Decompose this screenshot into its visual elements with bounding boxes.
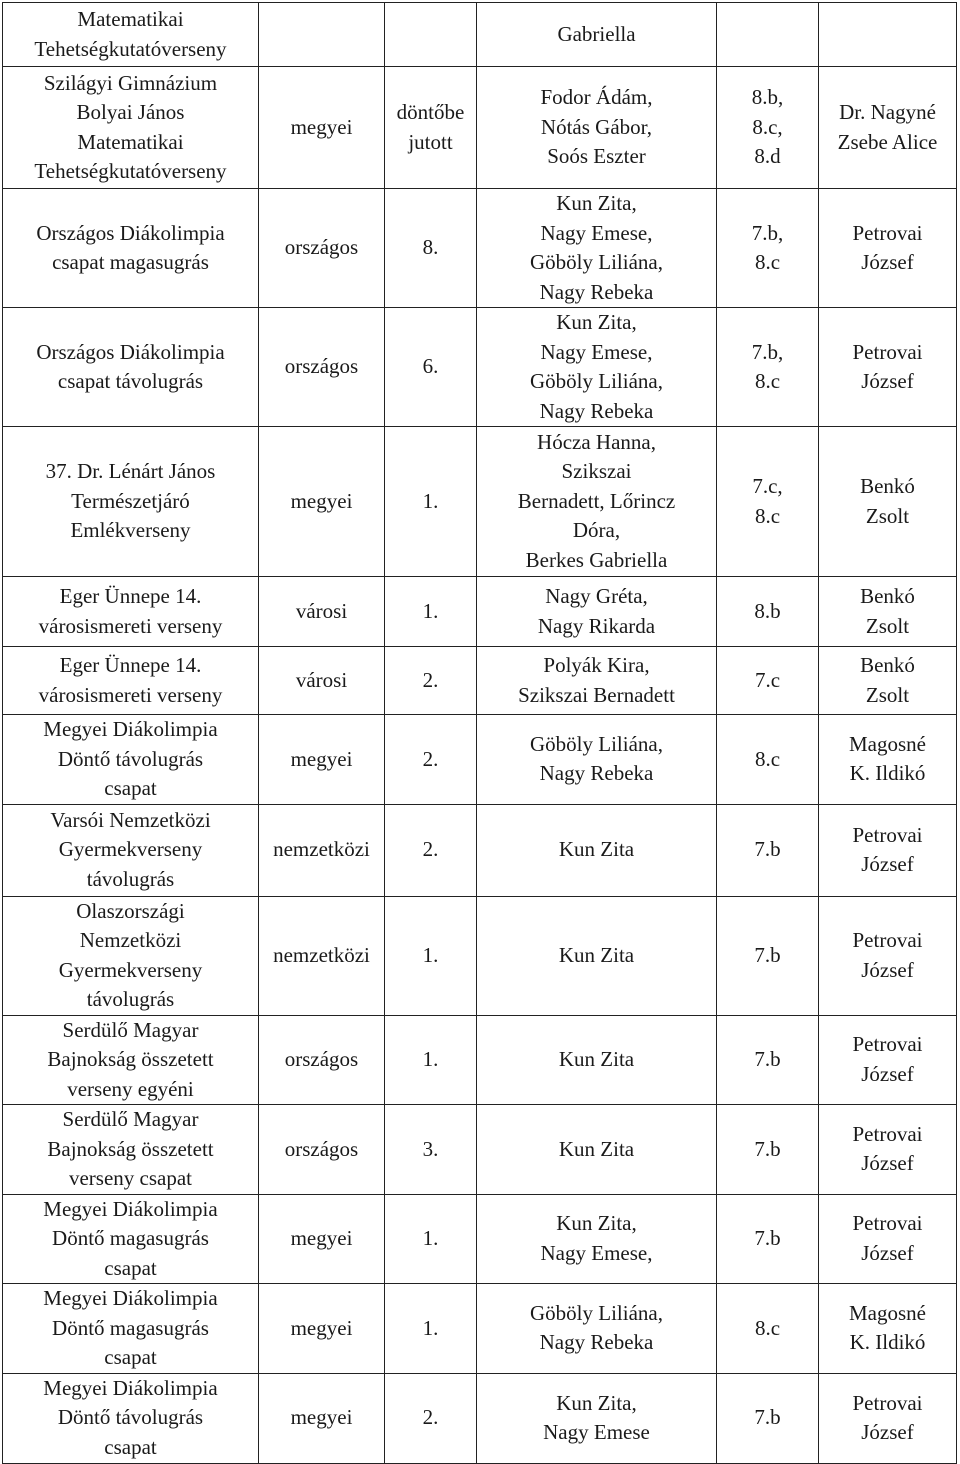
competition-cell: Matematikai Tehetségkutatóverseny — [3, 3, 259, 67]
place-cell: 8. — [385, 189, 477, 308]
table-row — [3, 3, 957, 67]
teacher-cell: Petrovai József — [819, 189, 957, 308]
level-cell: megyei — [259, 67, 385, 189]
students-cell: Gabriella — [477, 3, 717, 67]
place-cell: 1. — [385, 1194, 477, 1284]
competition-cell: Megyei Diákolimpia Döntő magasugrás csapat — [3, 1284, 259, 1374]
students-cell: Kun Zita — [477, 1105, 717, 1195]
results-table-body — [3, 3, 957, 1464]
class-cell: 8.b, 8.c, 8.d — [717, 67, 819, 189]
students-cell: Polyák Kira, Szikszai Bernadett — [477, 647, 717, 715]
competition-cell: Serdülő Magyar Bajnokság összetett verseny csapat — [3, 1105, 259, 1195]
place-cell: 6. — [385, 308, 477, 427]
students-cell: Kun Zita — [477, 804, 717, 896]
table-row — [3, 804, 957, 896]
place-cell: 1. — [385, 896, 477, 1015]
table-row — [3, 1105, 957, 1195]
class-cell: 7.c — [717, 647, 819, 715]
place-cell: 2. — [385, 715, 477, 805]
level-cell: nemzetközi — [259, 896, 385, 1015]
teacher-cell: Benkó Zsolt — [819, 427, 957, 577]
competition-cell: Országos Diákolimpia csapat távolugrás — [3, 308, 259, 427]
students-cell: Göböly Liliána, Nagy Rebeka — [477, 1284, 717, 1374]
place-cell: 2. — [385, 647, 477, 715]
table-row — [3, 1373, 957, 1463]
class-cell: 8.c — [717, 715, 819, 805]
teacher-cell: Petrovai József — [819, 1373, 957, 1463]
place-cell: 2. — [385, 804, 477, 896]
class-cell: 7.b — [717, 804, 819, 896]
students-cell: Hócza Hanna, Szikszai Bernadett, Lőrincz Dóra, Berkes Gabriella — [477, 427, 717, 577]
place-cell: 3. — [385, 1105, 477, 1195]
place-cell — [385, 3, 477, 67]
table-row — [3, 308, 957, 427]
teacher-cell: Petrovai József — [819, 1194, 957, 1284]
level-cell: megyei — [259, 427, 385, 577]
place-cell: 1. — [385, 1284, 477, 1374]
teacher-cell: Magosné K. Ildikó — [819, 715, 957, 805]
table-row — [3, 1015, 957, 1105]
table-row — [3, 647, 957, 715]
competition-cell: Országos Diákolimpia csapat magasugrás — [3, 189, 259, 308]
class-cell: 7.b — [717, 1015, 819, 1105]
level-cell: megyei — [259, 1194, 385, 1284]
teacher-cell: Petrovai József — [819, 804, 957, 896]
students-cell: Kun Zita, Nagy Emese, Göböly Liliána, Nagy Rebeka — [477, 308, 717, 427]
class-cell: 7.c, 8.c — [717, 427, 819, 577]
teacher-cell: Benkó Zsolt — [819, 647, 957, 715]
level-cell: országos — [259, 189, 385, 308]
students-cell: Kun Zita, Nagy Emese, Göböly Liliána, Nagy Rebeka — [477, 189, 717, 308]
table-row — [3, 67, 957, 189]
class-cell: 7.b — [717, 896, 819, 1015]
place-cell: 1. — [385, 1015, 477, 1105]
class-cell: 7.b, 8.c — [717, 308, 819, 427]
table-row — [3, 427, 957, 577]
table-row — [3, 189, 957, 308]
table-row — [3, 577, 957, 647]
level-cell: országos — [259, 1015, 385, 1105]
teacher-cell: Petrovai József — [819, 308, 957, 427]
competition-cell: Serdülő Magyar Bajnokság összetett verseny egyéni — [3, 1015, 259, 1105]
level-cell — [259, 3, 385, 67]
level-cell: megyei — [259, 1373, 385, 1463]
competition-cell: Megyei Diákolimpia Döntő távolugrás csapat — [3, 715, 259, 805]
class-cell — [717, 3, 819, 67]
students-cell: Kun Zita — [477, 1015, 717, 1105]
level-cell: városi — [259, 647, 385, 715]
level-cell: országos — [259, 308, 385, 427]
level-cell: városi — [259, 577, 385, 647]
teacher-cell: Petrovai József — [819, 896, 957, 1015]
competition-cell: Varsói Nemzetközi Gyermekverseny távolugrás — [3, 804, 259, 896]
students-cell: Kun Zita, Nagy Emese, — [477, 1194, 717, 1284]
class-cell: 8.b — [717, 577, 819, 647]
table-row — [3, 1194, 957, 1284]
level-cell: megyei — [259, 1284, 385, 1374]
table-row — [3, 1284, 957, 1374]
teacher-cell: Magosné K. Ildikó — [819, 1284, 957, 1374]
competition-cell: Eger Ünnepe 14. városismereti verseny — [3, 647, 259, 715]
competition-cell: Szilágyi Gimnázium Bolyai János Matematikai Tehetségkutatóverseny — [3, 67, 259, 189]
place-cell: 1. — [385, 577, 477, 647]
competition-cell: Eger Ünnepe 14. városismereti verseny — [3, 577, 259, 647]
competition-cell: Olaszországi Nemzetközi Gyermekverseny távolugrás — [3, 896, 259, 1015]
class-cell: 7.b, 8.c — [717, 189, 819, 308]
results-table — [2, 2, 957, 1464]
level-cell: nemzetközi — [259, 804, 385, 896]
place-cell: 1. — [385, 427, 477, 577]
teacher-cell — [819, 3, 957, 67]
level-cell: megyei — [259, 715, 385, 805]
students-cell: Fodor Ádám, Nótás Gábor, Soós Eszter — [477, 67, 717, 189]
students-cell: Göböly Liliána, Nagy Rebeka — [477, 715, 717, 805]
competition-cell: 37. Dr. Lénárt János Természetjáró Emlékverseny — [3, 427, 259, 577]
teacher-cell: Petrovai József — [819, 1105, 957, 1195]
students-cell: Kun Zita, Nagy Emese — [477, 1373, 717, 1463]
class-cell: 8.c — [717, 1284, 819, 1374]
teacher-cell: Benkó Zsolt — [819, 577, 957, 647]
place-cell: döntőbe jutott — [385, 67, 477, 189]
level-cell: országos — [259, 1105, 385, 1195]
competition-cell: Megyei Diákolimpia Döntő magasugrás csapat — [3, 1194, 259, 1284]
competition-cell: Megyei Diákolimpia Döntő távolugrás csapat — [3, 1373, 259, 1463]
place-cell: 2. — [385, 1373, 477, 1463]
students-cell: Kun Zita — [477, 896, 717, 1015]
class-cell: 7.b — [717, 1105, 819, 1195]
table-row — [3, 896, 957, 1015]
class-cell: 7.b — [717, 1194, 819, 1284]
teacher-cell: Dr. Nagyné Zsebe Alice — [819, 67, 957, 189]
table-row — [3, 715, 957, 805]
students-cell: Nagy Gréta, Nagy Rikarda — [477, 577, 717, 647]
teacher-cell: Petrovai József — [819, 1015, 957, 1105]
class-cell: 7.b — [717, 1373, 819, 1463]
